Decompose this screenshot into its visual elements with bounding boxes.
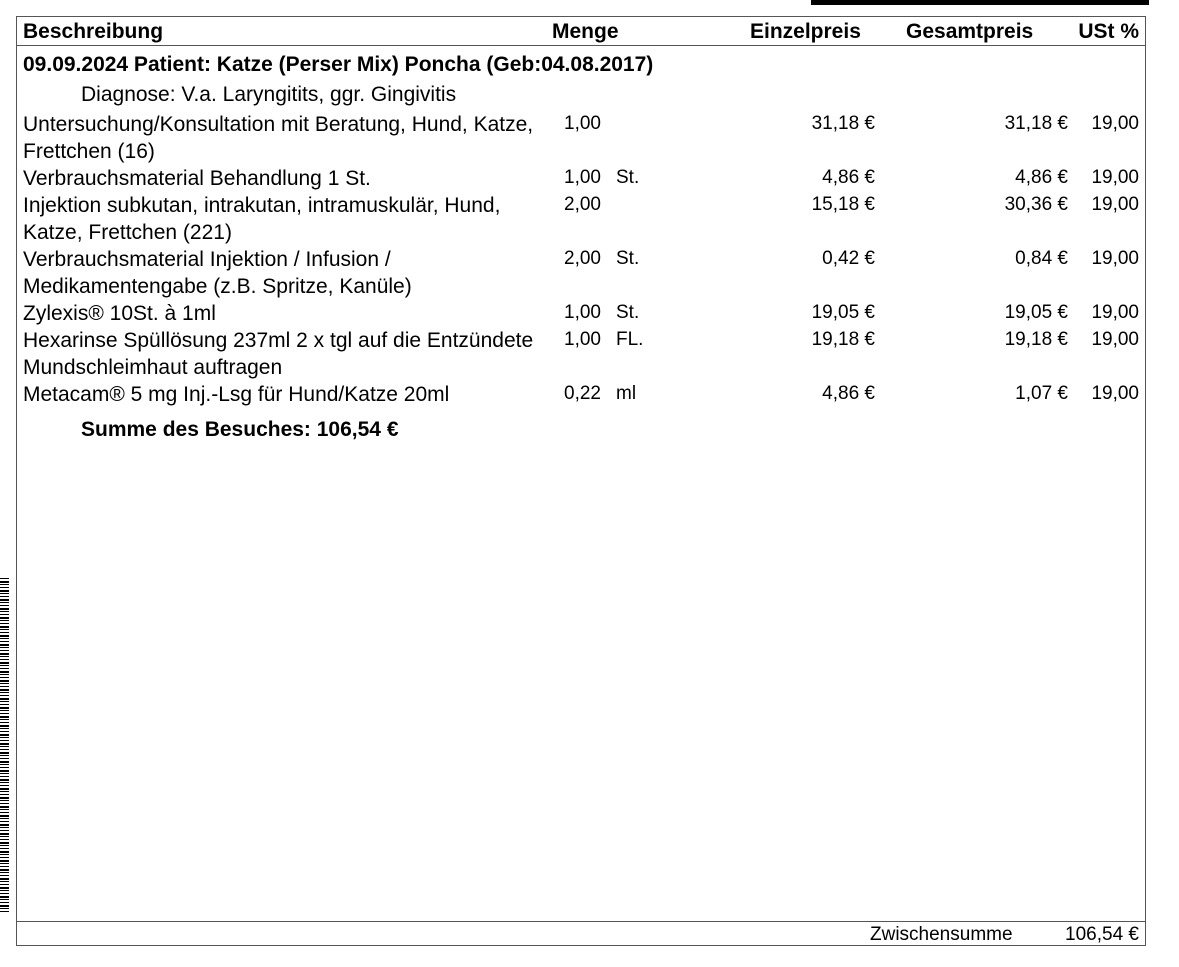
item-unit-price: 4,86 € — [822, 383, 875, 404]
item-quantity: 1,00 — [564, 167, 601, 188]
item-unit: St. — [616, 248, 640, 269]
item-quantity: 1,00 — [564, 302, 601, 323]
item-quantity: 1,00 — [564, 113, 601, 134]
header-vat: USt % — [1078, 20, 1139, 43]
top-black-bar — [811, 0, 1149, 5]
item-vat: 19,00 — [1091, 329, 1139, 350]
item-description: Verbrauchsmaterial Behandlung 1 St. — [23, 167, 371, 190]
item-vat: 19,00 — [1091, 248, 1139, 269]
header-quantity: Menge — [552, 20, 619, 43]
item-description: Untersuchung/Konsultation mit Beratung, Hund, Katze, Frettchen (16) — [23, 113, 534, 163]
header-unit-price: Einzelpreis — [750, 20, 861, 43]
subtotal-label: Zwischensumme — [870, 924, 1013, 945]
item-total-price: 30,36 € — [1004, 194, 1068, 215]
item-description: Injektion subkutan, intrakutan, intramuskulär, Hund, Katze, Frettchen (221) — [23, 194, 501, 244]
line-item — [17, 111, 1145, 165]
item-vat: 19,00 — [1091, 194, 1139, 215]
footer-divider — [17, 921, 1145, 922]
item-unit: St. — [616, 167, 640, 188]
item-unit: FL. — [616, 329, 644, 350]
line-item — [17, 192, 1145, 246]
item-total-price: 31,18 € — [1004, 113, 1068, 134]
visit-title: 09.09.2024 Patient: Katze (Perser Mix) Poncha (Geb:04.08.2017) — [23, 53, 654, 76]
header-divider — [17, 45, 1145, 46]
item-vat: 19,00 — [1091, 113, 1139, 134]
item-unit-price: 15,18 € — [811, 194, 875, 215]
item-total-price: 19,05 € — [1004, 302, 1068, 323]
item-description: Zylexis® 10St. à 1ml — [23, 302, 216, 325]
item-unit-price: 31,18 € — [811, 113, 875, 134]
invoice-table — [16, 16, 1146, 946]
subtotal-value: 106,54 € — [1065, 924, 1139, 945]
item-unit-price: 19,18 € — [811, 329, 875, 350]
barcode — [0, 578, 9, 913]
item-quantity: 2,00 — [564, 248, 601, 269]
item-quantity: 2,00 — [564, 194, 601, 215]
item-total-price: 0,84 € — [1015, 248, 1068, 269]
line-item — [17, 246, 1145, 300]
item-unit: St. — [616, 302, 640, 323]
item-total-price: 1,07 € — [1015, 383, 1068, 404]
item-unit-price: 19,05 € — [811, 302, 875, 323]
item-description: Hexarinse Spüllösung 237ml 2 x tgl auf die Entzündete Mundschleimhaut auftragen — [23, 329, 534, 379]
diagnosis: Diagnose: V.a. Laryngitits, ggr. Gingivitis — [81, 83, 457, 106]
item-vat: 19,00 — [1091, 383, 1139, 404]
line-item — [17, 327, 1145, 381]
item-unit-price: 4,86 € — [822, 167, 875, 188]
item-unit: ml — [616, 383, 637, 404]
item-total-price: 19,18 € — [1004, 329, 1068, 350]
item-quantity: 1,00 — [564, 329, 601, 350]
item-unit-price: 0,42 € — [822, 248, 875, 269]
item-vat: 19,00 — [1091, 302, 1139, 323]
visit-sum: Summe des Besuches: 106,54 € — [81, 418, 399, 441]
item-quantity: 0,22 — [564, 383, 601, 404]
item-total-price: 4,86 € — [1015, 167, 1068, 188]
header-description: Beschreibung — [23, 20, 164, 43]
item-description: Verbrauchsmaterial Injektion / Infusion / Medikamentengabe (z.B. Spritze, Kanüle) — [23, 248, 412, 298]
item-vat: 19,00 — [1091, 167, 1139, 188]
item-description: Metacam® 5 mg Inj.-Lsg für Hund/Katze 20ml — [23, 383, 450, 406]
header-total-price: Gesamtpreis — [906, 20, 1034, 43]
